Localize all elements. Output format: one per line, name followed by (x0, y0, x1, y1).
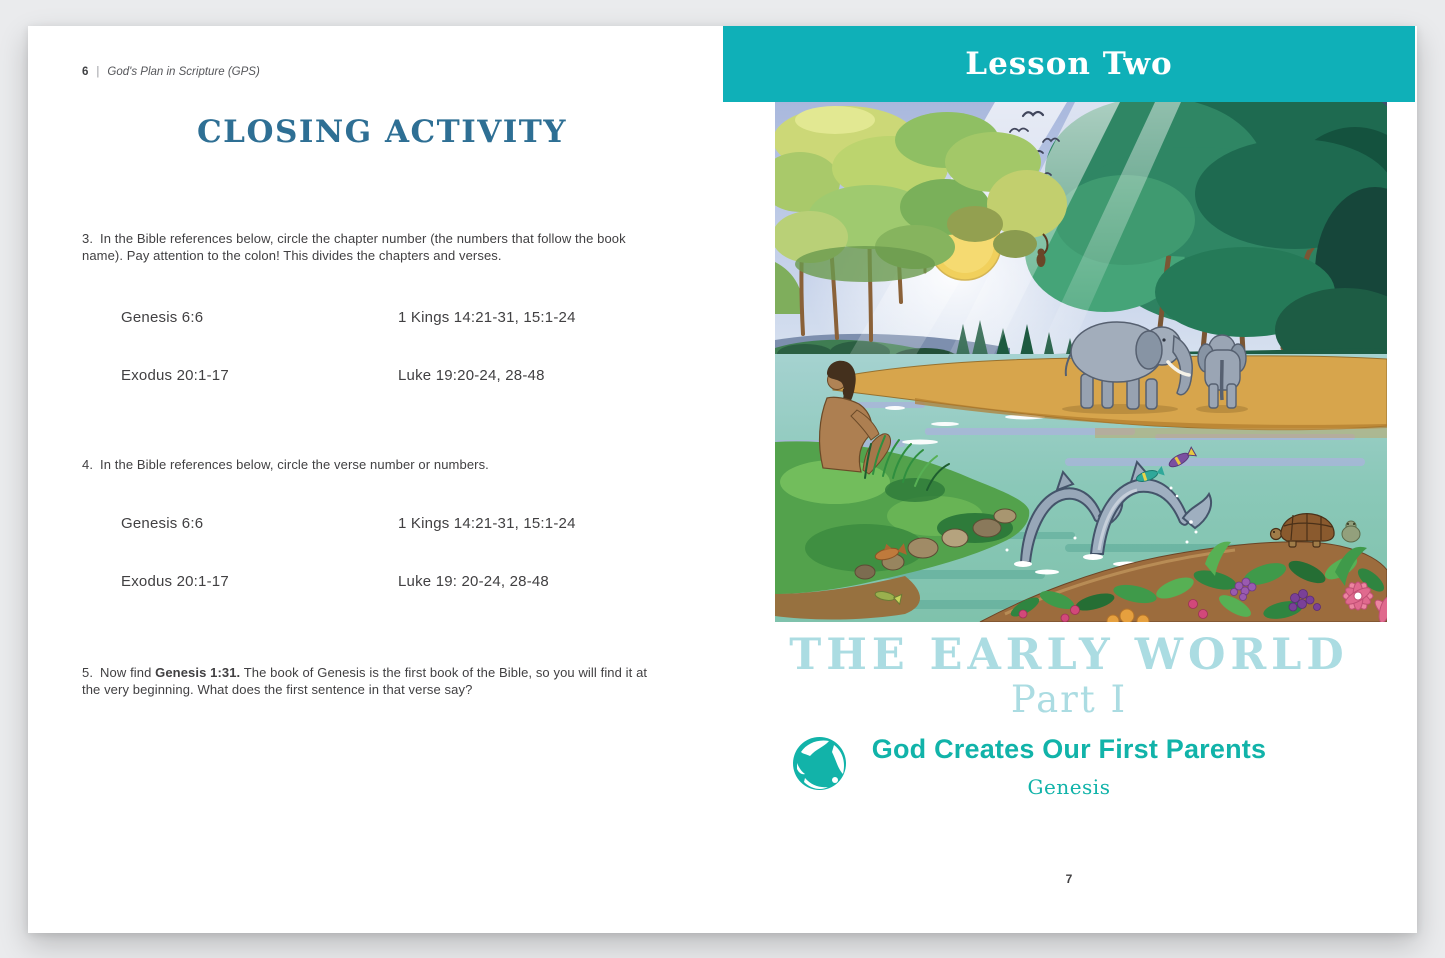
header-divider: | (96, 66, 100, 78)
reference: Exodus 20:1-17 (121, 367, 229, 384)
lesson-title: God Creates Our First Parents (871, 734, 1267, 764)
reference: Luke 19:20-24, 28-48 (398, 367, 545, 384)
lesson-banner (723, 26, 1415, 102)
question-5-number: 5. (82, 665, 94, 680)
scripture-book: Genesis (1027, 775, 1111, 799)
question-5-bold-reference: Genesis 1:31. (155, 665, 241, 680)
section-title: CLOSING ACTIVITY (196, 114, 567, 150)
reference: Luke 19: 20-24, 28-48 (398, 573, 549, 590)
book-spread (28, 26, 1417, 933)
reference: 1 Kings 14:21-31, 15:1-24 (398, 515, 576, 532)
unit-title: THE EARLY WORLD (789, 630, 1349, 680)
creation-illustration (775, 102, 1387, 622)
reference-list-4 (121, 515, 576, 590)
question-3 (82, 231, 660, 264)
running-header (82, 66, 260, 78)
reference: Exodus 20:1-17 (121, 573, 229, 590)
right-page-number: 7 (1065, 872, 1073, 886)
question-3-number: 3. (82, 231, 94, 246)
question-4-number: 4. (82, 457, 94, 472)
unit-part: Part I (1010, 678, 1128, 721)
question-5-lead: Now find (100, 665, 156, 680)
question-5 (82, 665, 660, 698)
question-4 (82, 457, 660, 474)
question-4-text: In the Bible references below, circle the verse number or numbers. (100, 457, 489, 472)
reference: Genesis 6:6 (121, 309, 204, 326)
question-3-text: In the Bible references below, circle the chapter number (the numbers that follow the book name). Pay attention to the colon! This divides the chapters and verses. (82, 231, 626, 263)
question-5-rest: The book of Genesis is the first book of the Bible, so you will find it at the very beginning. What does the first sentence in that verse say? (82, 665, 648, 697)
lesson-banner-label: Lesson Two (965, 46, 1173, 82)
left-page-number: 6 (82, 66, 89, 78)
book-title: God's Plan in Scripture (GPS) (107, 66, 260, 78)
reference-list-3 (121, 309, 576, 384)
reference: Genesis 6:6 (121, 515, 204, 532)
reference: 1 Kings 14:21-31, 15:1-24 (398, 309, 576, 326)
